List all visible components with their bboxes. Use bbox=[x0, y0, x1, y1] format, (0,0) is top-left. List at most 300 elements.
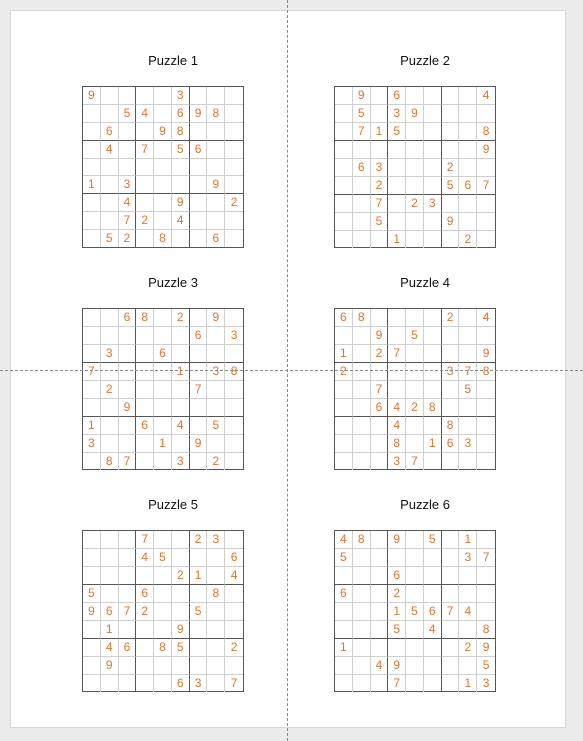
sudoku-cell: 9 bbox=[442, 213, 460, 231]
puzzle-3-title: Puzzle 3 bbox=[148, 275, 198, 290]
sudoku-cell bbox=[154, 603, 172, 621]
sudoku-cell bbox=[459, 105, 477, 123]
sudoku-cell: 1 bbox=[83, 176, 101, 194]
sudoku-cell bbox=[371, 603, 389, 621]
sudoku-cell bbox=[136, 345, 154, 363]
sudoku-cell bbox=[388, 159, 406, 177]
sudoku-cell: 3 bbox=[442, 363, 460, 381]
sudoku-cell bbox=[442, 195, 460, 213]
sudoku-cell bbox=[101, 675, 119, 692]
sudoku-cell: 4 bbox=[172, 417, 190, 435]
sudoku-cell bbox=[335, 141, 353, 159]
sudoku-cell: 2 bbox=[442, 159, 460, 177]
sudoku-cell: 8 bbox=[477, 123, 495, 141]
sudoku-cell: 6 bbox=[442, 435, 460, 453]
sudoku-cell bbox=[388, 177, 406, 195]
sudoku-cell: 7 bbox=[442, 603, 460, 621]
sudoku-cell: 3 bbox=[190, 675, 208, 692]
sudoku-cell bbox=[190, 453, 208, 470]
sudoku-cell bbox=[406, 639, 424, 657]
sudoku-cell bbox=[424, 381, 442, 399]
sudoku-cell bbox=[83, 567, 101, 585]
sudoku-cell: 2 bbox=[225, 194, 243, 212]
sudoku-cell bbox=[225, 212, 243, 230]
sudoku-cell: 4 bbox=[101, 639, 119, 657]
sudoku-cell bbox=[424, 327, 442, 345]
sudoku-cell: 2 bbox=[442, 309, 460, 327]
sudoku-cell: 6 bbox=[335, 585, 353, 603]
sudoku-cell bbox=[424, 309, 442, 327]
sudoku-cell bbox=[190, 621, 208, 639]
sudoku-cell bbox=[225, 603, 243, 621]
sudoku-cell: 3 bbox=[101, 345, 119, 363]
sudoku-cell bbox=[371, 549, 389, 567]
sudoku-cell bbox=[83, 141, 101, 159]
sudoku-cell: 2 bbox=[101, 381, 119, 399]
sudoku-cell bbox=[459, 567, 477, 585]
sudoku-cell bbox=[190, 123, 208, 141]
sudoku-cell bbox=[388, 327, 406, 345]
sudoku-cell bbox=[406, 675, 424, 692]
sudoku-cell: 6 bbox=[335, 309, 353, 327]
sudoku-cell bbox=[335, 327, 353, 345]
sudoku-cell bbox=[459, 621, 477, 639]
sudoku-cell bbox=[101, 176, 119, 194]
sudoku-cell bbox=[225, 159, 243, 176]
sudoku-cell: 1 bbox=[190, 567, 208, 585]
sudoku-cell bbox=[477, 327, 495, 345]
sudoku-cell bbox=[353, 363, 371, 381]
sudoku-cell bbox=[83, 657, 101, 675]
sudoku-cell bbox=[353, 213, 371, 231]
sudoku-cell: 6 bbox=[172, 675, 190, 692]
sudoku-cell: 4 bbox=[101, 141, 119, 159]
sudoku-cell bbox=[101, 363, 119, 381]
sudoku-cell: 5 bbox=[172, 141, 190, 159]
sudoku-cell bbox=[207, 194, 225, 212]
puzzle-1-grid bbox=[82, 86, 244, 248]
sudoku-cell bbox=[225, 230, 243, 247]
sudoku-cell bbox=[190, 399, 208, 417]
sudoku-cell: 3 bbox=[424, 195, 442, 213]
sudoku-cell bbox=[119, 123, 137, 141]
sudoku-cell bbox=[207, 141, 225, 159]
sudoku-cell: 3 bbox=[371, 159, 389, 177]
sudoku-cell: 5 bbox=[335, 549, 353, 567]
sudoku-cell bbox=[406, 231, 424, 248]
sudoku-cell: 5 bbox=[442, 177, 460, 195]
sudoku-cell: 2 bbox=[406, 195, 424, 213]
sudoku-cell bbox=[154, 309, 172, 327]
sudoku-cell bbox=[371, 453, 389, 470]
sudoku-cell: 6 bbox=[190, 141, 208, 159]
sudoku-cell bbox=[207, 621, 225, 639]
sudoku-cell bbox=[172, 549, 190, 567]
sudoku-cell: 3 bbox=[119, 176, 137, 194]
sudoku-cell bbox=[225, 381, 243, 399]
sudoku-cell bbox=[477, 603, 495, 621]
sudoku-cell bbox=[154, 531, 172, 549]
sudoku-cell bbox=[353, 195, 371, 213]
sudoku-cell bbox=[371, 363, 389, 381]
sudoku-cell bbox=[353, 657, 371, 675]
sudoku-cell bbox=[225, 657, 243, 675]
sudoku-cell bbox=[207, 435, 225, 453]
sudoku-cell: 3 bbox=[388, 105, 406, 123]
sudoku-cell bbox=[353, 585, 371, 603]
sudoku-cell bbox=[353, 231, 371, 248]
sudoku-cell: 4 bbox=[388, 399, 406, 417]
sudoku-cell bbox=[424, 453, 442, 470]
sudoku-cell: 9 bbox=[83, 603, 101, 621]
sudoku-cell bbox=[371, 435, 389, 453]
puzzle-5-grid bbox=[82, 530, 244, 692]
sudoku-cell: 1 bbox=[388, 603, 406, 621]
sudoku-cell bbox=[424, 363, 442, 381]
sudoku-cell: 3 bbox=[459, 435, 477, 453]
sudoku-cell bbox=[207, 549, 225, 567]
sudoku-cell bbox=[101, 417, 119, 435]
sudoku-cell bbox=[190, 87, 208, 105]
sudoku-cell bbox=[136, 159, 154, 176]
sudoku-cell: 9 bbox=[388, 531, 406, 549]
sudoku-cell: 1 bbox=[388, 231, 406, 248]
sudoku-cell bbox=[442, 105, 460, 123]
sudoku-cell: 2 bbox=[136, 212, 154, 230]
sudoku-cell: 4 bbox=[388, 417, 406, 435]
puzzle-5-title: Puzzle 5 bbox=[148, 497, 198, 512]
sudoku-cell bbox=[424, 123, 442, 141]
sudoku-cell bbox=[335, 417, 353, 435]
sudoku-cell bbox=[406, 309, 424, 327]
sudoku-cell bbox=[335, 177, 353, 195]
sudoku-cell bbox=[406, 141, 424, 159]
sudoku-cell bbox=[154, 417, 172, 435]
sudoku-cell: 7 bbox=[136, 141, 154, 159]
sudoku-cell: 9 bbox=[477, 639, 495, 657]
sudoku-cell bbox=[406, 345, 424, 363]
sudoku-cell bbox=[190, 657, 208, 675]
sudoku-cell bbox=[424, 417, 442, 435]
sudoku-cell: 9 bbox=[477, 345, 495, 363]
sudoku-cell bbox=[406, 159, 424, 177]
sudoku-cell bbox=[83, 675, 101, 692]
sudoku-cell: 4 bbox=[459, 603, 477, 621]
sudoku-cell bbox=[353, 399, 371, 417]
sudoku-cell: 1 bbox=[459, 675, 477, 692]
sudoku-cell bbox=[442, 675, 460, 692]
sudoku-cell bbox=[154, 87, 172, 105]
sudoku-cell: 5 bbox=[83, 585, 101, 603]
sudoku-cell bbox=[388, 309, 406, 327]
sudoku-cell bbox=[459, 417, 477, 435]
sudoku-cell bbox=[371, 675, 389, 692]
sudoku-cell: 7 bbox=[83, 363, 101, 381]
sudoku-cell bbox=[477, 531, 495, 549]
sudoku-cell bbox=[371, 639, 389, 657]
sudoku-cell bbox=[335, 603, 353, 621]
sudoku-cell bbox=[119, 567, 137, 585]
sudoku-cell: 5 bbox=[154, 549, 172, 567]
sudoku-cell: 7 bbox=[477, 549, 495, 567]
sudoku-cell: 7 bbox=[190, 381, 208, 399]
sudoku-cell: 1 bbox=[83, 417, 101, 435]
sudoku-cell bbox=[406, 417, 424, 435]
sudoku-cell: 2 bbox=[225, 639, 243, 657]
sudoku-cell: 3 bbox=[172, 87, 190, 105]
sudoku-cell bbox=[371, 567, 389, 585]
sudoku-cell: 6 bbox=[101, 603, 119, 621]
sudoku-cell: 9 bbox=[83, 87, 101, 105]
sudoku-cell: 5 bbox=[477, 657, 495, 675]
sudoku-cell: 5 bbox=[406, 327, 424, 345]
sudoku-cell bbox=[154, 675, 172, 692]
sudoku-cell: 2 bbox=[119, 230, 137, 247]
sudoku-cell: 7 bbox=[230, 676, 238, 690]
sudoku-cell bbox=[406, 363, 424, 381]
puzzle-6-title: Puzzle 6 bbox=[400, 497, 450, 512]
sudoku-cell bbox=[136, 123, 154, 141]
sudoku-cell bbox=[459, 585, 477, 603]
sudoku-cell bbox=[335, 213, 353, 231]
sudoku-cell bbox=[101, 567, 119, 585]
sudoku-cell: 5 bbox=[190, 603, 208, 621]
sudoku-cell bbox=[154, 621, 172, 639]
sudoku-cell: 6 bbox=[424, 603, 442, 621]
sudoku-cell bbox=[136, 399, 154, 417]
sudoku-cell bbox=[190, 230, 208, 247]
sudoku-cell: 2 bbox=[172, 309, 190, 327]
sudoku-cell bbox=[136, 621, 154, 639]
sudoku-cell bbox=[154, 212, 172, 230]
sudoku-cell bbox=[442, 657, 460, 675]
sudoku-cell: 1 bbox=[335, 639, 353, 657]
sudoku-cell bbox=[136, 327, 154, 345]
sudoku-cell: 7 bbox=[119, 453, 137, 470]
sudoku-cell bbox=[225, 621, 243, 639]
sudoku-cell bbox=[136, 639, 154, 657]
sudoku-cell bbox=[190, 309, 208, 327]
sudoku-cell bbox=[424, 639, 442, 657]
sudoku-cell: 9 bbox=[207, 176, 225, 194]
puzzle-2-title: Puzzle 2 bbox=[400, 53, 450, 68]
sudoku-cell bbox=[172, 585, 190, 603]
sudoku-cell: 7 bbox=[119, 603, 137, 621]
sudoku-cell bbox=[459, 195, 477, 213]
sudoku-cell bbox=[83, 212, 101, 230]
sudoku-cell bbox=[442, 327, 460, 345]
sudoku-cell: 2 bbox=[371, 345, 389, 363]
sudoku-cell bbox=[424, 675, 442, 692]
sudoku-cell bbox=[424, 159, 442, 177]
sudoku-cell bbox=[406, 549, 424, 567]
sudoku-cell bbox=[477, 195, 495, 213]
sudoku-cell: 9 bbox=[388, 657, 406, 675]
sudoku-cell: 1 bbox=[371, 123, 389, 141]
sudoku-cell bbox=[101, 549, 119, 567]
sudoku-cell bbox=[459, 453, 477, 470]
sudoku-cell bbox=[119, 141, 137, 159]
sudoku-cell bbox=[225, 141, 243, 159]
sudoku-cell bbox=[424, 177, 442, 195]
sudoku-cell bbox=[477, 435, 495, 453]
sudoku-cell: 3 bbox=[83, 435, 101, 453]
sudoku-cell bbox=[442, 453, 460, 470]
sudoku-cell bbox=[477, 213, 495, 231]
sudoku-cell bbox=[154, 327, 172, 345]
sudoku-cell bbox=[190, 194, 208, 212]
sudoku-cell bbox=[442, 567, 460, 585]
sudoku-cell bbox=[388, 639, 406, 657]
sudoku-cell: 8 bbox=[207, 585, 225, 603]
sudoku-cell bbox=[371, 621, 389, 639]
sudoku-cell bbox=[371, 231, 389, 248]
sudoku-cell bbox=[154, 105, 172, 123]
sudoku-cell: 7 bbox=[119, 212, 137, 230]
sudoku-cell: 9 bbox=[172, 621, 190, 639]
sudoku-cell bbox=[154, 657, 172, 675]
sudoku-cell: 8 bbox=[353, 309, 371, 327]
sudoku-cell bbox=[442, 231, 460, 248]
sudoku-cell bbox=[83, 453, 101, 470]
sudoku-cell bbox=[190, 417, 208, 435]
sudoku-cell bbox=[477, 159, 495, 177]
sudoku-cell: 9 bbox=[477, 141, 495, 159]
sudoku-cell: 9 bbox=[207, 309, 225, 327]
sudoku-cell: 1 bbox=[172, 363, 190, 381]
sudoku-cell bbox=[136, 363, 154, 381]
sudoku-cell bbox=[353, 639, 371, 657]
sudoku-cell: 8 bbox=[172, 123, 190, 141]
sudoku-cell: 2 bbox=[459, 231, 477, 248]
sudoku-cell bbox=[335, 105, 353, 123]
sudoku-cell: 8 bbox=[136, 309, 154, 327]
sudoku-cell bbox=[225, 176, 243, 194]
sudoku-cell bbox=[207, 399, 225, 417]
print-preview-page bbox=[10, 10, 566, 728]
sudoku-cell: 5 bbox=[459, 381, 477, 399]
puzzle-3-grid bbox=[82, 308, 244, 470]
sudoku-cell bbox=[371, 585, 389, 603]
sudoku-cell bbox=[172, 657, 190, 675]
sudoku-cell bbox=[335, 675, 353, 692]
sudoku-cell bbox=[477, 231, 495, 248]
sudoku-cell bbox=[353, 453, 371, 470]
sudoku-cell bbox=[190, 345, 208, 363]
sudoku-cell bbox=[371, 531, 389, 549]
sudoku-cell bbox=[459, 213, 477, 231]
sudoku-cell bbox=[101, 327, 119, 345]
puzzle-2-grid bbox=[334, 86, 496, 248]
sudoku-cell: 5 bbox=[207, 417, 225, 435]
sudoku-cell bbox=[353, 345, 371, 363]
sudoku-cell: 4 bbox=[225, 567, 243, 585]
sudoku-cell bbox=[207, 567, 225, 585]
sudoku-cell: 1 bbox=[424, 435, 442, 453]
sudoku-cell bbox=[335, 381, 353, 399]
sudoku-cell bbox=[101, 87, 119, 105]
sudoku-cell bbox=[154, 176, 172, 194]
sudoku-cell: 3 bbox=[207, 363, 225, 381]
sudoku-cell: 8 bbox=[353, 531, 371, 549]
sudoku-cell bbox=[353, 177, 371, 195]
sudoku-cell bbox=[353, 381, 371, 399]
sudoku-cell: 6 bbox=[207, 230, 225, 247]
sudoku-cell bbox=[459, 123, 477, 141]
sudoku-cell: 5 bbox=[172, 639, 190, 657]
sudoku-cell bbox=[83, 381, 101, 399]
sudoku-cell bbox=[424, 657, 442, 675]
sudoku-cell bbox=[406, 381, 424, 399]
sudoku-cell: 1 bbox=[154, 435, 172, 453]
sudoku-cell bbox=[406, 123, 424, 141]
sudoku-cell: 3 bbox=[207, 531, 225, 549]
sudoku-cell bbox=[388, 549, 406, 567]
sudoku-cell bbox=[353, 567, 371, 585]
sudoku-cell bbox=[83, 230, 101, 247]
sudoku-cell bbox=[136, 194, 154, 212]
sudoku-cell bbox=[136, 435, 154, 453]
sudoku-cell: 6 bbox=[371, 399, 389, 417]
sudoku-cell bbox=[406, 531, 424, 549]
sudoku-cell: 1 bbox=[459, 531, 477, 549]
sudoku-cell bbox=[172, 159, 190, 176]
sudoku-cell bbox=[154, 585, 172, 603]
sudoku-cell: 7 bbox=[353, 123, 371, 141]
sudoku-cell bbox=[442, 141, 460, 159]
sudoku-cell bbox=[101, 212, 119, 230]
sudoku-cell bbox=[406, 567, 424, 585]
sudoku-cell bbox=[207, 327, 225, 345]
sudoku-cell bbox=[442, 399, 460, 417]
sudoku-cell bbox=[83, 639, 101, 657]
sudoku-cell bbox=[459, 657, 477, 675]
sudoku-cell bbox=[442, 381, 460, 399]
sudoku-cell bbox=[207, 675, 225, 692]
sudoku-cell bbox=[136, 176, 154, 194]
sudoku-cell bbox=[371, 105, 389, 123]
sudoku-cell bbox=[353, 603, 371, 621]
sudoku-cell bbox=[207, 381, 225, 399]
sudoku-cell: 4 bbox=[136, 549, 154, 567]
sudoku-cell: 4 bbox=[136, 105, 154, 123]
sudoku-cell bbox=[335, 453, 353, 470]
sudoku-cell bbox=[83, 621, 101, 639]
sudoku-cell: 8 bbox=[424, 399, 442, 417]
sudoku-cell bbox=[335, 657, 353, 675]
sudoku-cell bbox=[371, 417, 389, 435]
sudoku-cell: 6 bbox=[459, 177, 477, 195]
sudoku-cell bbox=[424, 105, 442, 123]
sudoku-cell bbox=[442, 123, 460, 141]
sudoku-cell bbox=[207, 123, 225, 141]
sudoku-cell bbox=[388, 141, 406, 159]
sudoku-cell bbox=[83, 159, 101, 176]
sudoku-cell: 7 bbox=[406, 453, 424, 470]
sudoku-cell bbox=[424, 87, 442, 105]
sudoku-cell: 8 bbox=[154, 230, 172, 247]
puzzle-6-grid bbox=[334, 530, 496, 692]
sudoku-cell bbox=[406, 435, 424, 453]
sudoku-cell bbox=[119, 585, 137, 603]
sudoku-cell bbox=[119, 675, 137, 692]
sudoku-cell bbox=[172, 399, 190, 417]
sudoku-cell bbox=[477, 381, 495, 399]
sudoku-cell: 9 bbox=[371, 327, 389, 345]
sudoku-cell bbox=[119, 531, 137, 549]
puzzle-4-title: Puzzle 4 bbox=[400, 275, 450, 290]
sudoku-cell bbox=[172, 435, 190, 453]
